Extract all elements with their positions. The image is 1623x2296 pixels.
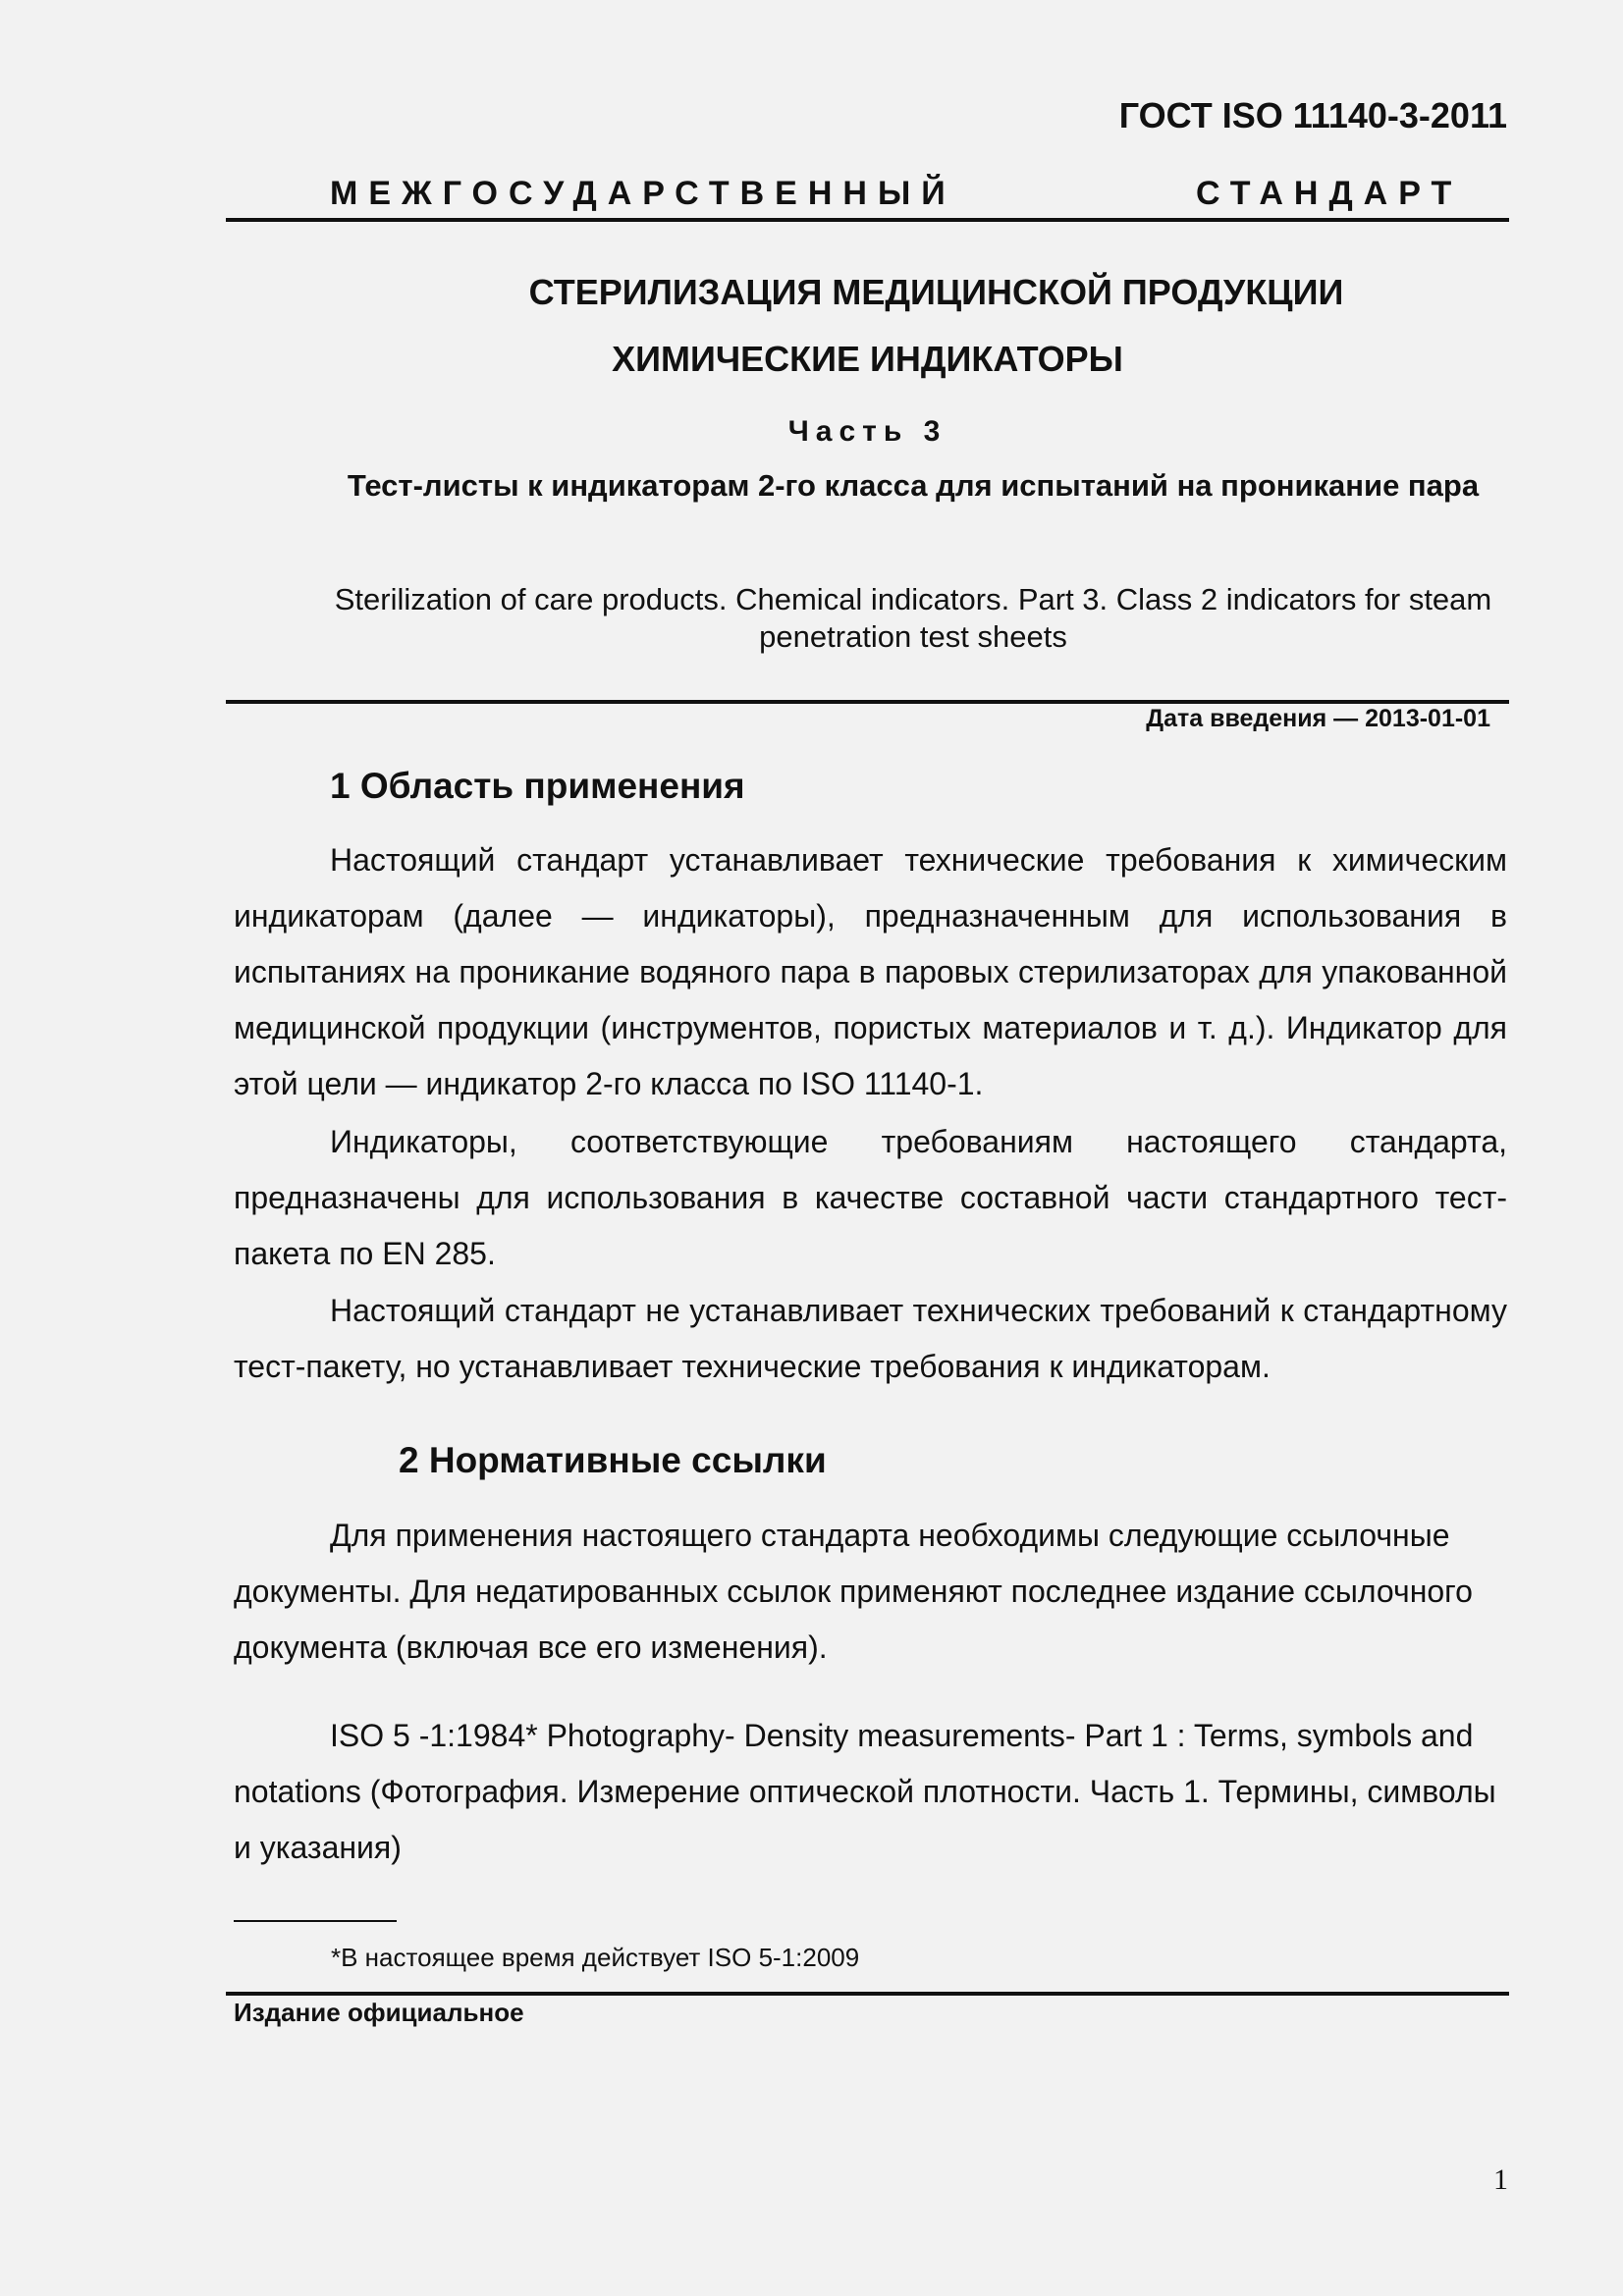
section-1-paragraph-2: Индикаторы, соответствующие требованиям настоящего стандарта, предназначены для использования в качестве составной части стандартного тест-пакета по EN 285. bbox=[234, 1124, 1507, 1271]
section-1-heading: 1 Область применения bbox=[330, 766, 745, 806]
footnote: *В настоящее время действует ISO 5-1:2009 bbox=[331, 1943, 860, 1972]
banner-right: СТАНДАРТ bbox=[1196, 175, 1463, 212]
section-1-paragraph-1: Настоящий стандарт устанавливает технические требования к химическим индикаторам (далее — индикаторы), предназначенным для использования в испытаниях на проникание водяного пара в паровых стерилизаторах для упакованной медицинской продукции (инструментов, пористых материалов и т. д.). Индикатор для этой цели — индикатор 2-го класса по ISO 11140-1. bbox=[234, 842, 1507, 1101]
introduction-date: Дата введения — 2013-01-01 bbox=[1146, 705, 1490, 732]
section-1-paragraph-3: Настоящий стандарт не устанавливает технических требований к стандартному тест-пакету, но устанавливает технические требования к индикаторам. bbox=[234, 1293, 1507, 1384]
document-code: ГОСТ ISO 11140-3-2011 bbox=[1118, 95, 1507, 135]
section-2-heading: 2 Нормативные ссылки bbox=[399, 1440, 827, 1480]
section-2-paragraph-1: Для применения настоящего стандарта необходимы следующие ссылочные документы. Для недатированных ссылок применяют последнее издание ссылочного документа (включая все его изменения). bbox=[234, 1518, 1473, 1665]
title-divider bbox=[226, 700, 1509, 704]
english-title: Sterilization of care products. Chemical indicators. Part 3. Class 2 indicators for steam penetration test sheets bbox=[334, 582, 1492, 654]
part-label: Часть 3 bbox=[787, 415, 947, 448]
official-edition-label: Издание официальное bbox=[234, 1998, 524, 2027]
title-line-1: СТЕРИЛИЗАЦИЯ МЕДИЦИНСКОЙ ПРОДУКЦИИ bbox=[528, 272, 1344, 312]
subtitle: Тест-листы к индикаторам 2-го класса для испытаний на проникание пара bbox=[347, 468, 1480, 503]
banner-left: МЕЖГОСУДАРСТВЕННЫЙ bbox=[330, 175, 956, 212]
title-line-2: ХИМИЧЕСКИЕ ИНДИКАТОРЫ bbox=[612, 339, 1123, 379]
standard-banner bbox=[330, 175, 1498, 213]
page-number: 1 bbox=[1493, 2163, 1508, 2196]
footnote-separator bbox=[234, 1920, 397, 1922]
header-divider bbox=[226, 218, 1509, 222]
section-2-reference: ISO 5 -1:1984* Photography- Density measurements- Part 1 : Terms, symbols and notations (Фотография. Измерение оптической плотности. Часть 1. Термины, символы и указания) bbox=[234, 1718, 1496, 1865]
footer-divider bbox=[226, 1992, 1509, 1996]
